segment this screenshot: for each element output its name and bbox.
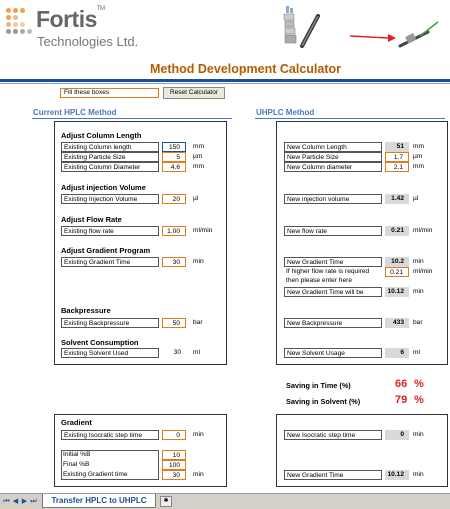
backpressure-unit: bar xyxy=(193,319,203,326)
saving-in-solvent-label: Saving in Solvent (%) xyxy=(286,397,361,406)
new-gradient-time-will-be-label: New Gradient Time will be xyxy=(284,287,382,297)
existing-gradient-time-label: Existing Gradient Time xyxy=(61,257,159,267)
adjust-column-length-title: Adjust Column Length xyxy=(61,131,142,140)
new-particle-size-label: New Particle Size xyxy=(284,152,382,162)
uhplc-heading-underline xyxy=(255,118,445,119)
new-column-length-unit: mm xyxy=(413,143,424,150)
saving-in-time-label: Saving in Time (%) xyxy=(286,381,351,390)
adjust-injection-title: Adjust injection Volume xyxy=(61,183,146,192)
new-gradient-time-value: 10.2 xyxy=(385,257,409,267)
current-heading-underline xyxy=(32,118,232,119)
existing-solvent-used-value: 30 xyxy=(173,349,181,356)
existing-column-length-input[interactable]: 150 xyxy=(162,142,186,152)
tab-transfer-hplc-to-uhplc[interactable]: Transfer HPLC to UHPLC xyxy=(42,494,156,508)
higher-flow-label-2: then please enter here xyxy=(286,277,352,284)
gradient-title: Gradient xyxy=(61,418,92,427)
existing-particle-size-label: Existing Particle Size xyxy=(61,152,159,162)
adjust-gradient-program-title: Adjust Gradient Program xyxy=(61,246,151,255)
saving-in-time-pct: % xyxy=(414,378,424,390)
saving-in-solvent-value: 79 xyxy=(395,394,408,406)
higher-flow-label-1: If higher flow rate is required xyxy=(286,268,370,275)
header-divider xyxy=(0,79,450,82)
existing-gradient-time-input[interactable]: 30 xyxy=(162,257,186,267)
new-flow-rate-label: New flow rate xyxy=(284,226,382,236)
new-isocratic-step-value: 0 xyxy=(385,430,409,440)
existing-column-length-label: Existing Column length xyxy=(61,142,159,152)
header-divider-thin xyxy=(0,83,450,84)
higher-flow-rate-unit: ml/min xyxy=(413,268,433,275)
new-solvent-usage-label: New Solvent Usage xyxy=(284,348,382,358)
existing-particle-size-input[interactable]: 5 xyxy=(162,152,186,162)
brand-subtitle: Technologies Ltd. xyxy=(37,34,139,49)
first-sheet-icon[interactable]: ⏮ xyxy=(3,498,10,505)
current-hplc-heading: Current HPLC Method xyxy=(33,108,117,117)
existing-column-diameter-label: Existing Column Diameter xyxy=(61,162,159,172)
initial-b-input[interactable]: 10 xyxy=(162,450,186,460)
new-column-diameter-input[interactable]: 2.1 xyxy=(385,162,409,172)
final-b-input[interactable]: 100 xyxy=(162,460,186,470)
existing-flow-rate-input[interactable]: 1.00 xyxy=(162,226,186,236)
new-column-diameter-unit: mm xyxy=(413,163,424,170)
existing-injection-volume-label: Existing Injection Volume xyxy=(61,194,159,204)
existing-isocratic-step-label: Existing Isocratic step time xyxy=(61,430,159,440)
new-particle-size-input[interactable]: 1.7 xyxy=(385,152,409,162)
hplc-to-uhplc-illustration xyxy=(280,2,450,54)
new-injection-volume-value: 1.42 xyxy=(385,194,409,204)
insert-sheet-icon[interactable]: ✱ xyxy=(160,496,172,507)
existing-injection-volume-input[interactable]: 20 xyxy=(162,194,186,204)
new-isocratic-step-label: New Isocratic step time xyxy=(284,430,382,440)
existing-flow-rate-label: Existing flow rate xyxy=(61,226,159,236)
new-flow-rate-unit: ml/min xyxy=(413,227,433,234)
existing-backpressure-input[interactable]: 50 xyxy=(162,318,186,328)
new-injection-volume-label: New injection volume xyxy=(284,194,382,204)
new-backpressure-unit: bar xyxy=(413,319,423,326)
initial-b-label: Initial %B xyxy=(63,451,91,458)
new-injection-volume-unit: µl xyxy=(413,195,419,202)
new-solvent-usage-value: 6 xyxy=(385,348,409,358)
existing-column-diameter-input[interactable]: 4.6 xyxy=(162,162,186,172)
page-title: Method Development Calculator xyxy=(150,62,341,76)
next-sheet-icon[interactable]: ▶ xyxy=(21,498,28,505)
column-length-unit: mm xyxy=(193,143,204,150)
existing-gradient-time-2-input[interactable]: 30 xyxy=(162,470,186,480)
new-solvent-usage-unit: ml xyxy=(413,349,420,356)
new-isocratic-step-unit: min xyxy=(413,431,424,438)
flow-rate-unit: ml/min xyxy=(193,227,213,234)
saving-in-solvent-pct: % xyxy=(414,394,424,406)
sheet-tab-bar xyxy=(0,493,450,509)
brand-name: Fortis™ xyxy=(36,6,105,32)
prev-sheet-icon[interactable]: ◀ xyxy=(12,498,19,505)
adjust-flow-rate-title: Adjust Flow Rate xyxy=(61,215,122,224)
particle-size-unit: µm xyxy=(193,153,203,160)
reset-calculator-button[interactable]: Reset Calculator xyxy=(163,87,225,99)
existing-isocratic-step-input[interactable]: 0 xyxy=(162,430,186,440)
new-gradient-time-unit: min xyxy=(413,258,424,265)
existing-gradient-time-2-label: Existing Gradient time xyxy=(63,471,128,478)
new-gradient-time-will-be-unit: min xyxy=(413,288,424,295)
gradient-time-unit: min xyxy=(193,258,204,265)
isocratic-step-unit: min xyxy=(193,431,204,438)
existing-solvent-used-label: Existing Solvent Used xyxy=(61,348,159,358)
new-gradient-time-2-label: New Gradient Time xyxy=(284,470,382,480)
fortis-logo-dots xyxy=(6,8,32,48)
new-gradient-time-2-value: 10.12 xyxy=(385,470,409,480)
new-column-length-value: 51 xyxy=(385,142,409,152)
fill-these-boxes-legend: Fill these boxes xyxy=(60,88,159,98)
final-b-label: Final %B xyxy=(63,461,90,468)
new-particle-size-unit: µm xyxy=(413,153,423,160)
new-gradient-time-2-unit: min xyxy=(413,471,424,478)
existing-backpressure-label: Existing Backpressure xyxy=(61,318,159,328)
new-column-length-label: New Column Length xyxy=(284,142,382,152)
new-flow-rate-value: 0.21 xyxy=(385,226,409,236)
new-gradient-time-will-be-value: 10.12 xyxy=(385,287,409,297)
new-column-diameter-label: New Column diameter xyxy=(284,162,382,172)
last-sheet-icon[interactable]: ⏭ xyxy=(30,498,37,505)
uhplc-heading: UHPLC Method xyxy=(256,108,315,117)
new-backpressure-label: New Backpressure xyxy=(284,318,382,328)
solvent-used-unit: ml xyxy=(193,349,200,356)
saving-in-time-value: 66 xyxy=(395,378,408,390)
column-diameter-unit: mm xyxy=(193,163,204,170)
injection-volume-unit: µl xyxy=(193,195,199,202)
backpressure-title: Backpressure xyxy=(61,306,111,315)
higher-flow-rate-input[interactable]: 0.21 xyxy=(385,267,409,277)
solvent-consumption-title: Solvent Consumption xyxy=(61,338,139,347)
new-gradient-time-label: New Gradient Time xyxy=(284,257,382,267)
new-backpressure-value: 433 xyxy=(385,318,409,328)
gradient-time-2-unit: min xyxy=(193,471,204,478)
